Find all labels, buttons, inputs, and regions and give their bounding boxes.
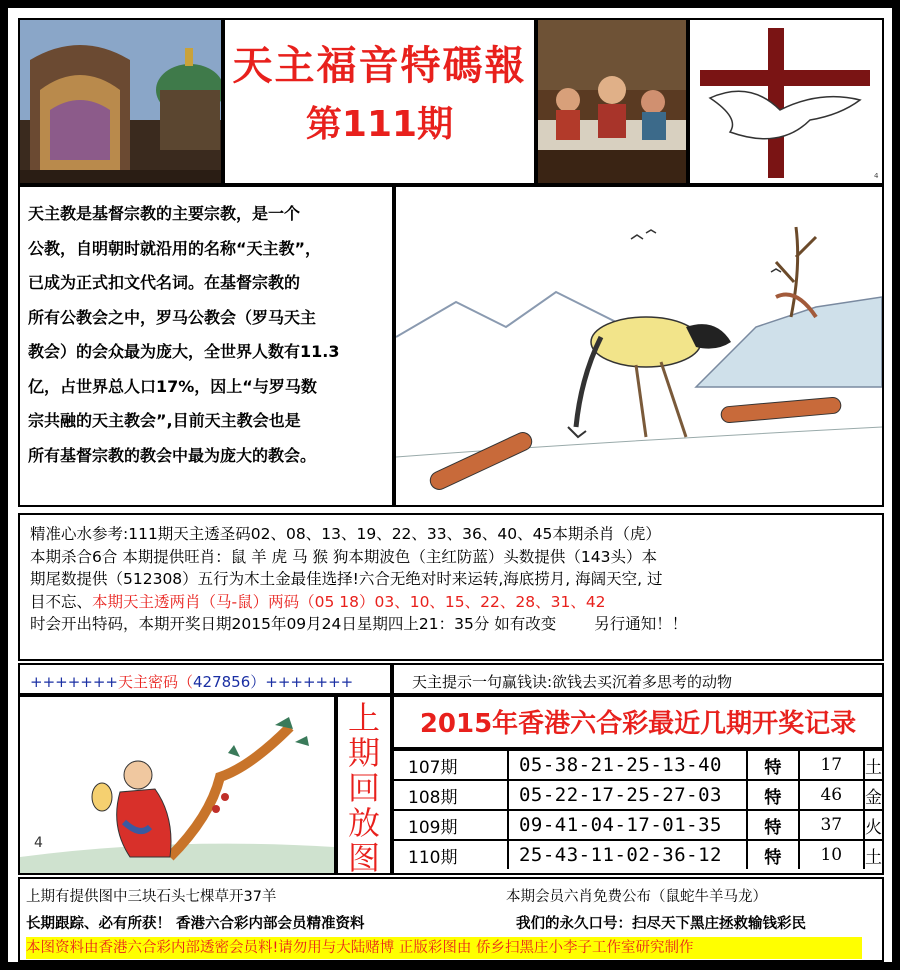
element-cell: 土 [864, 840, 882, 869]
highlighted-prediction: 本期天主透两肖（马-鼠）两码（05 18）03、10、15、22、28、31、42 [92, 592, 606, 611]
special-number-cell: 46 [799, 780, 864, 810]
special-label-cell: 特 [747, 840, 799, 869]
records-table [394, 749, 882, 869]
reference-line-4: 目不忘、本期天主透两肖（马-鼠）两码（05 18）03、10、15、22、28、31、42 [30, 592, 606, 611]
period-cell: 108期 [394, 780, 508, 810]
lottery-records-panel [392, 695, 884, 875]
period-cell: 107期 [394, 750, 508, 780]
secret-code-panel [18, 663, 392, 695]
illustration-page-number: 4 [34, 835, 43, 851]
period-cell: 109期 [394, 810, 508, 840]
numbers-cell: 09-41-04-17-01-35 [508, 810, 747, 840]
special-label-cell: 特 [747, 750, 799, 780]
scholar-illustration [18, 695, 336, 875]
numbers-cell: 05-38-21-25-13-40 [508, 750, 747, 780]
table-row [394, 750, 882, 780]
special-number-cell: 17 [799, 750, 864, 780]
newspaper-title: 天主福音特碼報 [232, 43, 527, 89]
intro-line: 天主教是基督宗教的主要宗教，是一个 [28, 204, 301, 223]
secret-code: +++++++天主密码（427856）+++++++ [30, 673, 354, 691]
reference-line: 本期杀合6合 本期提供旺肖：鼠 羊 虎 马 猴 狗本期波色（主红防蓝）头数提供（143头）本 [30, 547, 658, 566]
reference-text [30, 523, 874, 636]
intro-line: 已成为正式扣文代名词。在基督宗教的 [28, 273, 301, 292]
reference-line: 精准心水参考:111期天主透圣码02、08、13、19、22、33、36、40、45本期杀肖（虎） [30, 525, 661, 543]
intro-line: 所有公教会之中，罗马公教会（罗马天主 [28, 307, 317, 327]
cross-dove-image [688, 18, 884, 185]
svg-text:4: 4 [874, 172, 879, 180]
special-number-cell: 10 [799, 840, 864, 869]
reference-line-5: 时会开出特码，本期开奖日期2015年09月24日星期四上21：35分 如有改变 另行通知！！ [30, 615, 688, 633]
reference-panel [18, 513, 884, 661]
last-supper-image [536, 18, 688, 185]
special-label-cell: 特 [747, 780, 799, 810]
intro-panel [18, 185, 394, 507]
newspaper-page [8, 8, 892, 962]
footer-panel [18, 877, 884, 962]
intro-line: 教会）的会众最为庞大，全世界人数有11.3 [28, 342, 340, 361]
tip-panel [392, 663, 884, 695]
special-label-cell: 特 [747, 810, 799, 840]
intro-line: 公教，自明朝时就沿用的名称“天主教”， [28, 238, 322, 258]
element-cell: 火 [864, 810, 882, 840]
element-cell: 金 [864, 780, 882, 810]
footer-highlight-disclaimer: 本图资料由香港六合彩内部透密会员料!请勿用与大陆赌博 正版彩图由 侨乡扫黑庄小李子工作室研究制作 [26, 937, 862, 959]
review-label: 上 期 回 放 图 [347, 699, 380, 875]
intro-line: 亿，占世界总人口17%，因上“与罗马数 [28, 376, 317, 396]
table-row [394, 810, 882, 840]
reference-line: 期尾数提供（512308）五行为木土金最佳选择!六合无绝对时来运转,海底捞月, 海阔天空, 过 [30, 570, 663, 588]
intro-text [28, 197, 386, 473]
footer-member-zodiac: 本期会员六肖免费公布（鼠蛇牛羊马龙） [506, 889, 767, 905]
winning-tip: 天主提示一句赢钱诀:欲钱去买沉着多思考的动物 [412, 673, 733, 691]
table-row [394, 840, 882, 869]
issue-number: 第111期 [305, 104, 454, 145]
secret-code-value: 427856 [193, 673, 251, 691]
records-title: 2015年香港六合彩最近几期开奖记录 [394, 703, 882, 749]
special-number-cell: 37 [799, 810, 864, 840]
church-dome-image [18, 18, 223, 185]
table-row [394, 780, 882, 810]
crane-illustration [394, 185, 884, 507]
numbers-cell: 25-43-11-02-36-12 [508, 840, 747, 869]
footer-tracking-note: 长期跟踪、必有所获！ 香港六合彩内部会员精准资料 [26, 916, 365, 932]
title-panel [223, 18, 536, 185]
footer-slogan: 我们的永久口号：扫尽天下黑庄拯救输钱彩民 [516, 916, 806, 932]
period-cell: 110期 [394, 840, 508, 869]
review-label-panel [336, 695, 392, 875]
element-cell: 土 [864, 750, 882, 780]
numbers-cell: 05-22-17-25-27-03 [508, 780, 747, 810]
intro-line: 宗共融的天主教会”,目前天主教会也是 [28, 411, 301, 430]
intro-line: 所有基督宗教的教会中最为庞大的教会。 [28, 445, 317, 465]
footer-previous-hint: 上期有提供图中三块石头七棵草开37羊 [26, 889, 277, 905]
